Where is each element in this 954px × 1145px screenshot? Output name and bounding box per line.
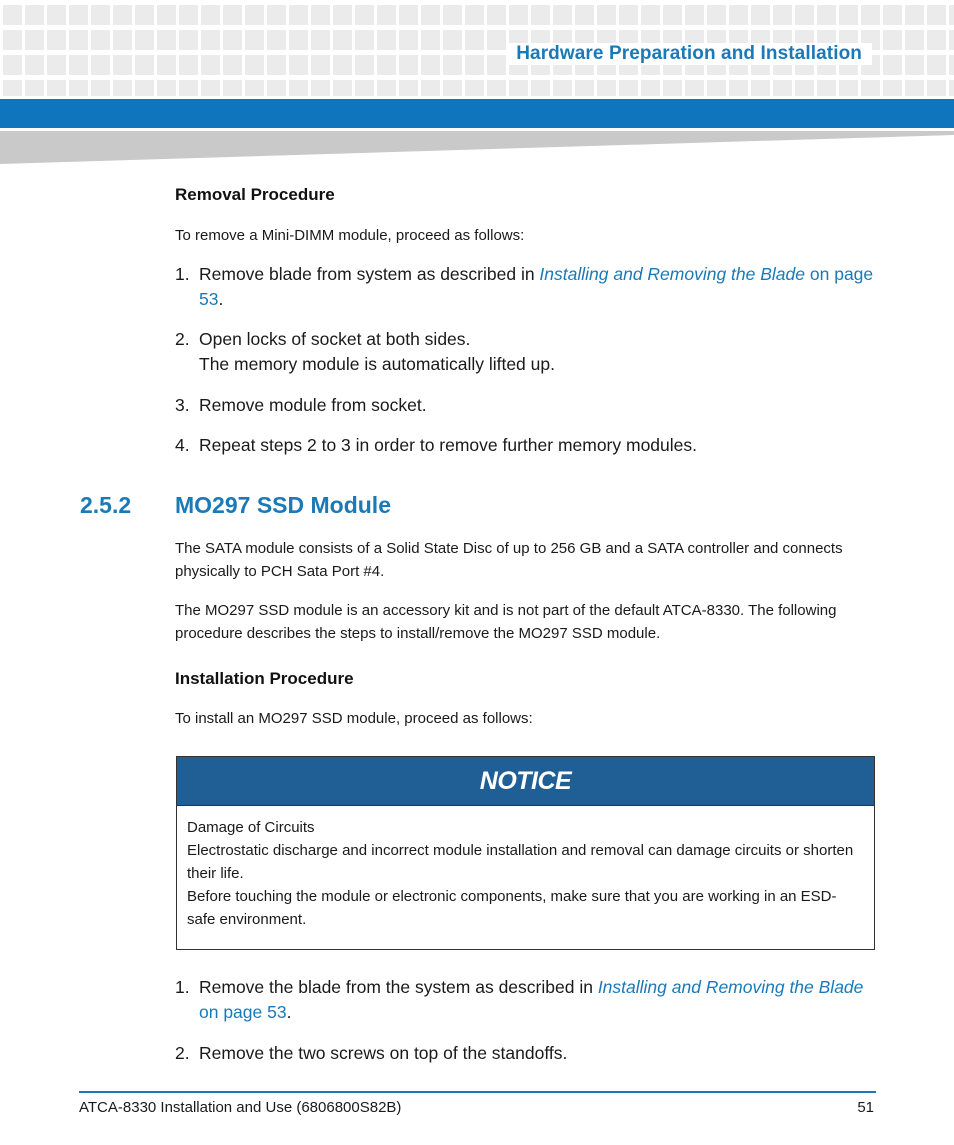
installation-step-2 xyxy=(175,1041,875,1066)
footer-document-title: ATCA-8330 Installation and Use (6806800S82B) xyxy=(79,1099,402,1116)
xref-link[interactable]: Installing and Removing the Blade xyxy=(539,264,806,284)
header-grey-wedge xyxy=(0,131,954,164)
step-text: Open locks of socket at both sides. xyxy=(199,329,471,349)
step-text: Remove module from socket. xyxy=(199,395,427,415)
notice-box xyxy=(176,756,875,950)
section-number: 2.5.2 xyxy=(80,492,132,518)
step-text: Remove the two screws on top of the standoffs. xyxy=(199,1043,568,1063)
step-text-end: . xyxy=(286,1002,292,1022)
notice-body xyxy=(177,806,874,931)
section-paragraph-1: The SATA module consists of a Solid State Disc of up to 256 GB and a SATA controller and connects physically to PCH Sata Port #4. xyxy=(175,540,843,580)
removal-heading: Removal Procedure xyxy=(175,185,335,204)
footer-page-number: 51 xyxy=(857,1099,874,1116)
step-number: 2. xyxy=(175,1043,190,1063)
step-text: Remove blade from system as described in xyxy=(199,264,540,284)
removal-step-4 xyxy=(175,433,875,458)
header-blue-bar xyxy=(0,99,954,128)
notice-text: Electrostatic discharge and incorrect module installation and removal can damage circuits or shorten their life. xyxy=(187,842,854,882)
step-number: 1. xyxy=(175,977,190,997)
step-number: 3. xyxy=(175,395,190,415)
step-subtext: The memory module is automatically lifted up. xyxy=(199,354,555,374)
page-link[interactable]: on page 53 xyxy=(199,264,874,309)
xref-link[interactable]: Installing and Removing the Blade xyxy=(597,977,864,997)
removal-intro: To remove a Mini-DIMM module, proceed as follows: xyxy=(175,227,525,244)
step-text: Remove the blade from the system as described in xyxy=(199,977,598,997)
installation-intro: To install an MO297 SSD module, proceed as follows: xyxy=(175,710,533,727)
step-number: 4. xyxy=(175,435,190,455)
installation-heading: Installation Procedure xyxy=(175,669,354,688)
section-paragraph-2: The MO297 SSD module is an accessory kit and is not part of the default ATCA-8330. The following procedure describes the steps to install/remove the MO297 SSD module. xyxy=(175,602,837,642)
notice-label: NOTICE xyxy=(479,766,572,795)
removal-step-2 xyxy=(175,327,875,377)
notice-header xyxy=(177,757,874,806)
removal-step-3 xyxy=(175,393,875,418)
step-text: Repeat steps 2 to 3 in order to remove further memory modules. xyxy=(199,435,698,455)
running-header-title: Hardware Preparation and Installation xyxy=(506,43,872,65)
page-link[interactable]: on page 53 xyxy=(199,1002,287,1022)
section-title: MO297 SSD Module xyxy=(175,492,391,518)
step-text-end: . xyxy=(218,289,224,309)
removal-step-1 xyxy=(175,262,875,312)
installation-step-1 xyxy=(175,975,875,1025)
step-number: 2. xyxy=(175,329,190,349)
notice-text: Before touching the module or electronic components, make sure that you are working in an ESD-safe environment. xyxy=(187,888,837,928)
notice-title: Damage of Circuits xyxy=(187,819,315,836)
footer-rule xyxy=(79,1091,876,1093)
step-number: 1. xyxy=(175,264,190,284)
